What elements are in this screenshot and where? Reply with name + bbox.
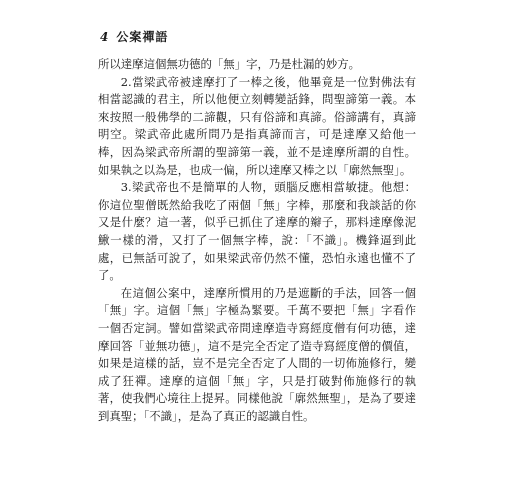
paragraph-continuation: 所以達摩這個無功德的「無」字，乃是杜漏的妙方。 (98, 57, 360, 71)
paragraph-point-2: 2.當梁武帝被達摩打了一棒之後，他畢竟是一位對佛法有相當認識的君主，所以他便立刻轉變話鋒，問聖諦第一義。本來按照一般佛學的二諦觀，只有俗諦和真諦。俗諦講有，真諦明空。梁武帝此處所問乃是指真諦而言，可是達摩又給他一棒，因為梁武帝所謂的聖諦第一義，並不是達摩所謂的自性。如果執之以為是，也成一偏，所以達摩又棒之以「廓然無聖」。 (98, 74, 416, 177)
running-head (100, 28, 168, 45)
paragraph-summary: 在這個公案中，達摩所慣用的乃是遮斷的手法，回答一個「無」字。這個「無」字極為緊要。千萬不要把「無」字看作一個否定詞。譬如當梁武帝問達摩造寺寫經度僧有何功德，達摩回答「並無功德」，這不是完全否定了造寺寫經度僧的價值，如果是這樣的話，豈不是完全否定了人間的一切佈施修行，變成了狂禪。達摩的這個「無」字，只是打破對佈施修行的執著，使我們心境往上提昇。同樣他說「廓然無聖」，是為了要達到真聖；「不識」，是為了真正的認識自性。 (98, 285, 416, 423)
body-text (98, 56, 416, 425)
page-number: 4 (100, 30, 109, 44)
paragraph-point-3: 3.梁武帝也不是簡單的人物，頭腦反應相當敏捷。他想：你這位聖僧既然給我吃了兩個「無」字棒，那麼和我談話的你又是什麼？這一著，似乎已抓住了達摩的辮子，那料達摩像泥鰍一樣的滑，又打了一個無字棒，說：「不識」。機鋒逼到此處，已無話可說了，如果梁武帝仍然不懂，恐怕永遠也懂不了了。 (98, 180, 416, 283)
book-title: 公案禪語 (116, 30, 169, 44)
